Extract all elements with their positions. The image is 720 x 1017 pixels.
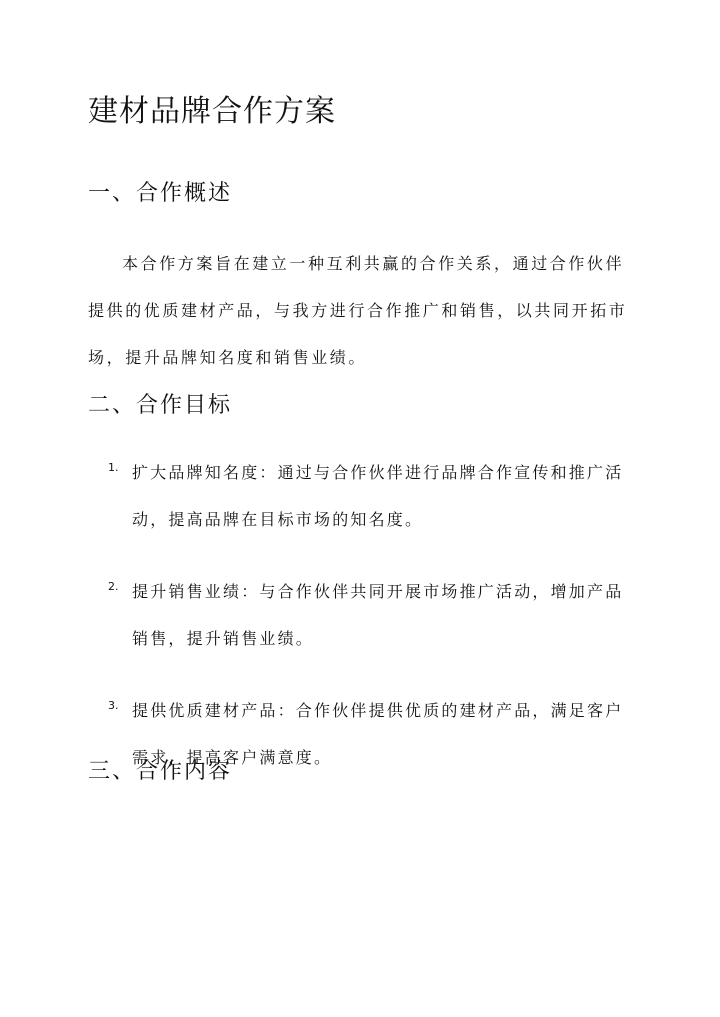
list-item [0, 568, 720, 668]
goals-list [0, 449, 720, 806]
list-item-number: 3. [108, 699, 119, 712]
list-item-number: 1. [108, 461, 119, 474]
list-item-text: 提供优质建材产品：合作伙伴提供优质的建材产品，满足客户需求，提高客户满意度。 [132, 701, 624, 767]
section-heading-content: 三、合作内容 [88, 759, 233, 784]
list-item-text: 扩大品牌知名度：通过与合作伙伴进行品牌合作宣传和推广活动，提高品牌在目标市场的知名度。 [132, 463, 624, 529]
list-item-text: 提升销售业绩：与合作伙伴共同开展市场推广活动，增加产品销售，提升销售业绩。 [132, 582, 624, 648]
document-title: 建材品牌合作方案 [88, 94, 336, 129]
section-heading-overview: 一、合作概述 [88, 181, 233, 206]
list-item-number: 2. [108, 580, 119, 593]
list-item [0, 449, 720, 549]
overview-paragraph: 本合作方案旨在建立一种互利共赢的合作关系，通过合作伙伴提供的优质建材产品，与我方进行合作推广和销售，以共同开拓市场，提升品牌知名度和销售业绩。 [88, 254, 628, 367]
section-heading-goals: 二、合作目标 [88, 393, 233, 418]
